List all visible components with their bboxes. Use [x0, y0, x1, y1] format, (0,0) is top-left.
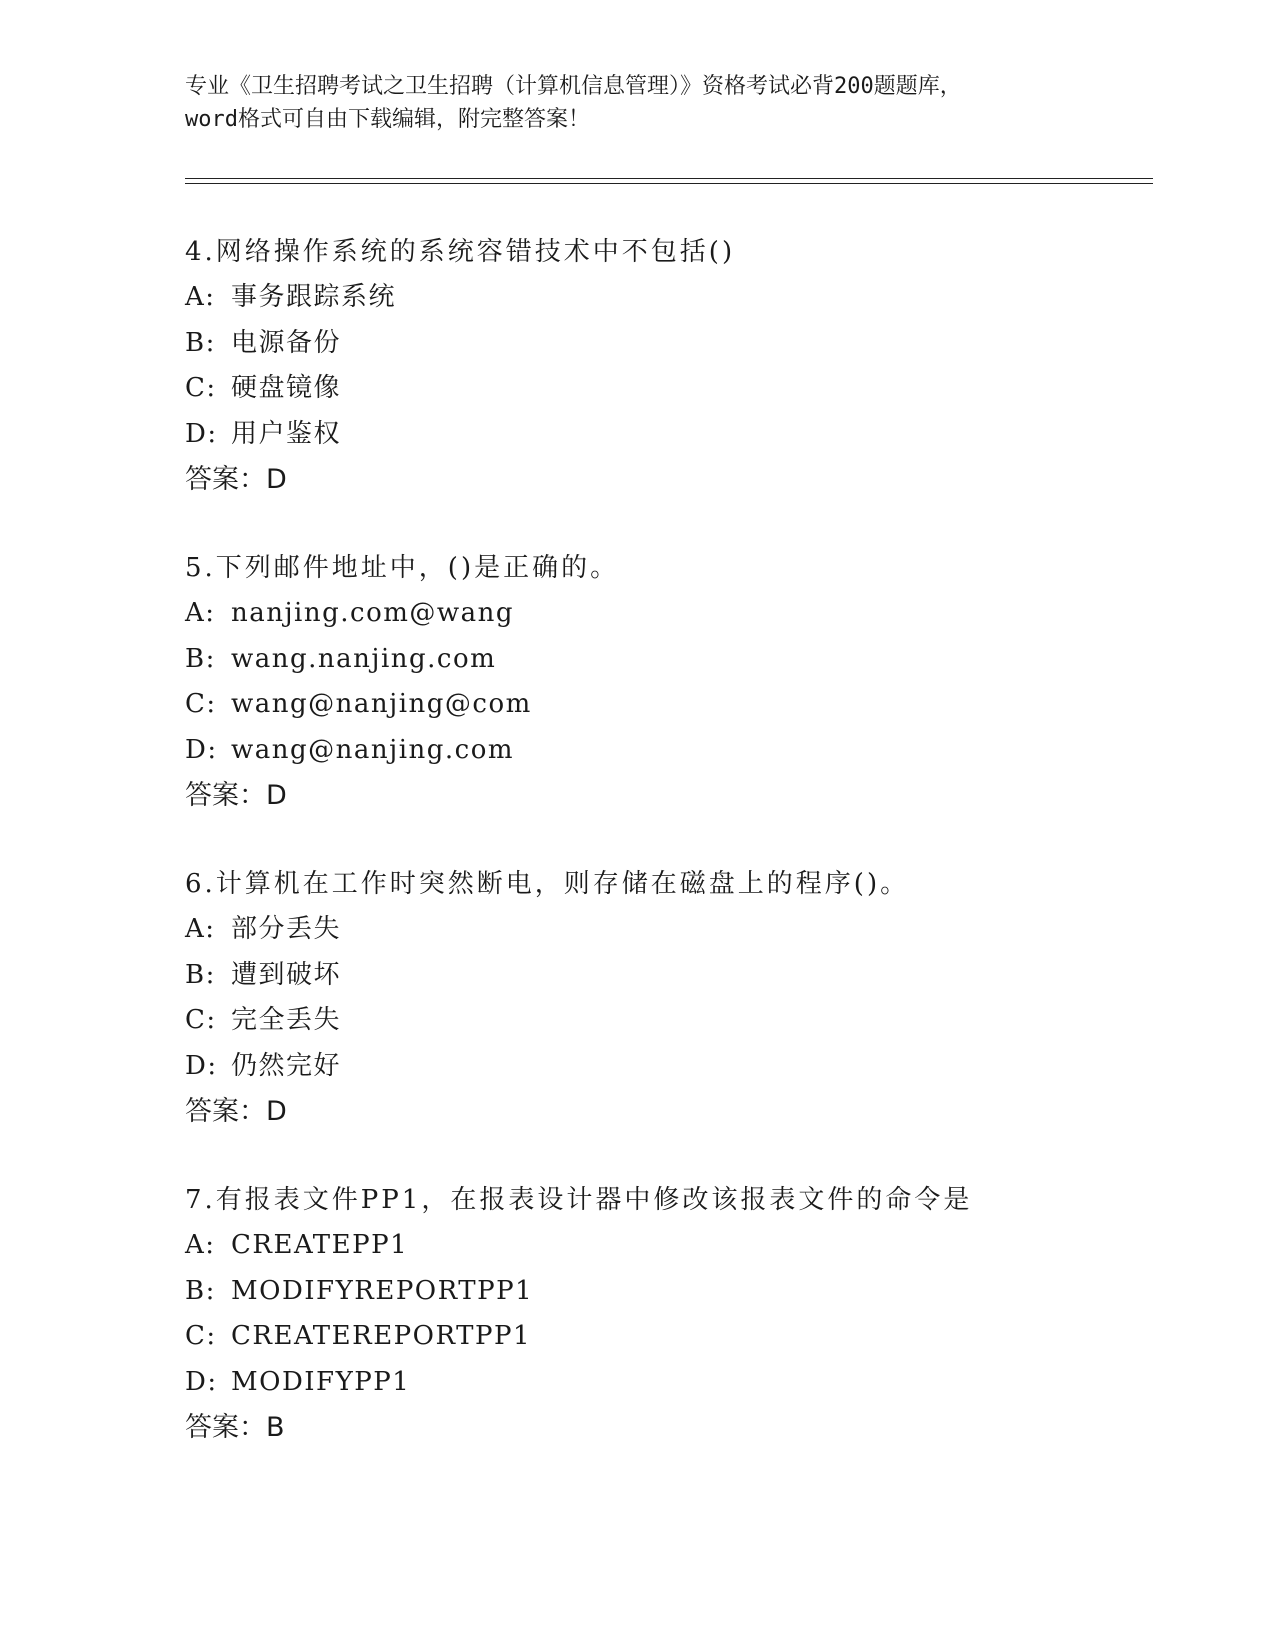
question-block [185, 545, 1145, 818]
question-block [185, 229, 1145, 502]
option-a [185, 275, 1145, 321]
option-d [185, 1360, 1145, 1406]
option-c [185, 1314, 1145, 1360]
header-divider-bottom [185, 183, 1153, 184]
option-letter: C: [185, 689, 217, 719]
option-d [185, 412, 1145, 458]
option-letter: C: [185, 1005, 217, 1035]
option-letter: A: [185, 1230, 216, 1260]
option-letter: B: [185, 959, 216, 990]
option-b [185, 953, 1145, 999]
answer-line: 答案：B [185, 1412, 285, 1443]
header-line-1: 专业《卫生招聘考试之卫生招聘（计算机信息管理）》资格考试必背200题题库， [185, 74, 962, 99]
option-text: 事务跟踪系统 [231, 282, 397, 312]
option-letter: A: [185, 598, 216, 628]
option-text: wang.nanjing.com [231, 643, 497, 674]
option-text: wang@nanjing@com [231, 689, 532, 719]
option-d [185, 1044, 1145, 1090]
question-block [185, 1177, 1145, 1450]
option-b [185, 1269, 1145, 1315]
option-letter: B: [185, 1275, 216, 1306]
option-letter: D: [185, 1366, 218, 1397]
option-c [185, 682, 1145, 728]
document-header [185, 70, 1085, 136]
option-letter: C: [185, 373, 217, 403]
answer-line: 答案：D [185, 780, 287, 811]
option-letter: C: [185, 1321, 217, 1351]
option-letter: D: [185, 734, 218, 765]
option-a [185, 1223, 1145, 1269]
option-text: 仍然完好 [231, 1050, 342, 1081]
option-letter: A: [185, 282, 216, 312]
option-text: 部分丢失 [231, 914, 342, 944]
option-text: CREATEPP1 [231, 1230, 409, 1260]
option-b [185, 321, 1145, 367]
option-text: 完全丢失 [231, 1005, 342, 1035]
question-stem: 6.计算机在工作时突然断电，则存储在磁盘上的程序()。 [185, 869, 910, 899]
header-divider-top [185, 178, 1153, 179]
option-text: MODIFYPP1 [231, 1366, 411, 1397]
option-text: 电源备份 [231, 327, 342, 358]
option-letter: D: [185, 418, 218, 449]
option-text: CREATEREPORTPP1 [231, 1321, 531, 1351]
option-text: nanjing.com@wang [231, 598, 515, 628]
option-letter: A: [185, 914, 216, 944]
option-letter: D: [185, 1050, 218, 1081]
option-text: 遭到破坏 [231, 959, 342, 990]
question-stem: 4.网络操作系统的系统容错技术中不包括() [185, 237, 736, 267]
option-c [185, 998, 1145, 1044]
option-b [185, 637, 1145, 683]
option-d [185, 728, 1145, 774]
option-c [185, 366, 1145, 412]
option-text: 硬盘镜像 [231, 373, 342, 403]
question-stem: 7.有报表文件PP1，在报表设计器中修改该报表文件的命令是 [185, 1185, 973, 1215]
option-letter: B: [185, 327, 216, 358]
option-a [185, 591, 1145, 637]
question-stem: 5.下列邮件地址中，()是正确的。 [185, 553, 620, 583]
answer-line: 答案：D [185, 464, 287, 495]
header-line-2: word格式可自由下载编辑，附完整答案！ [185, 107, 590, 132]
option-text: wang@nanjing.com [231, 734, 515, 765]
answer-line: 答案：D [185, 1096, 287, 1127]
question-block [185, 861, 1145, 1134]
option-a [185, 907, 1145, 953]
option-text: MODIFYREPORTPP1 [231, 1275, 534, 1306]
option-letter: B: [185, 643, 216, 674]
option-text: 用户鉴权 [231, 418, 342, 449]
